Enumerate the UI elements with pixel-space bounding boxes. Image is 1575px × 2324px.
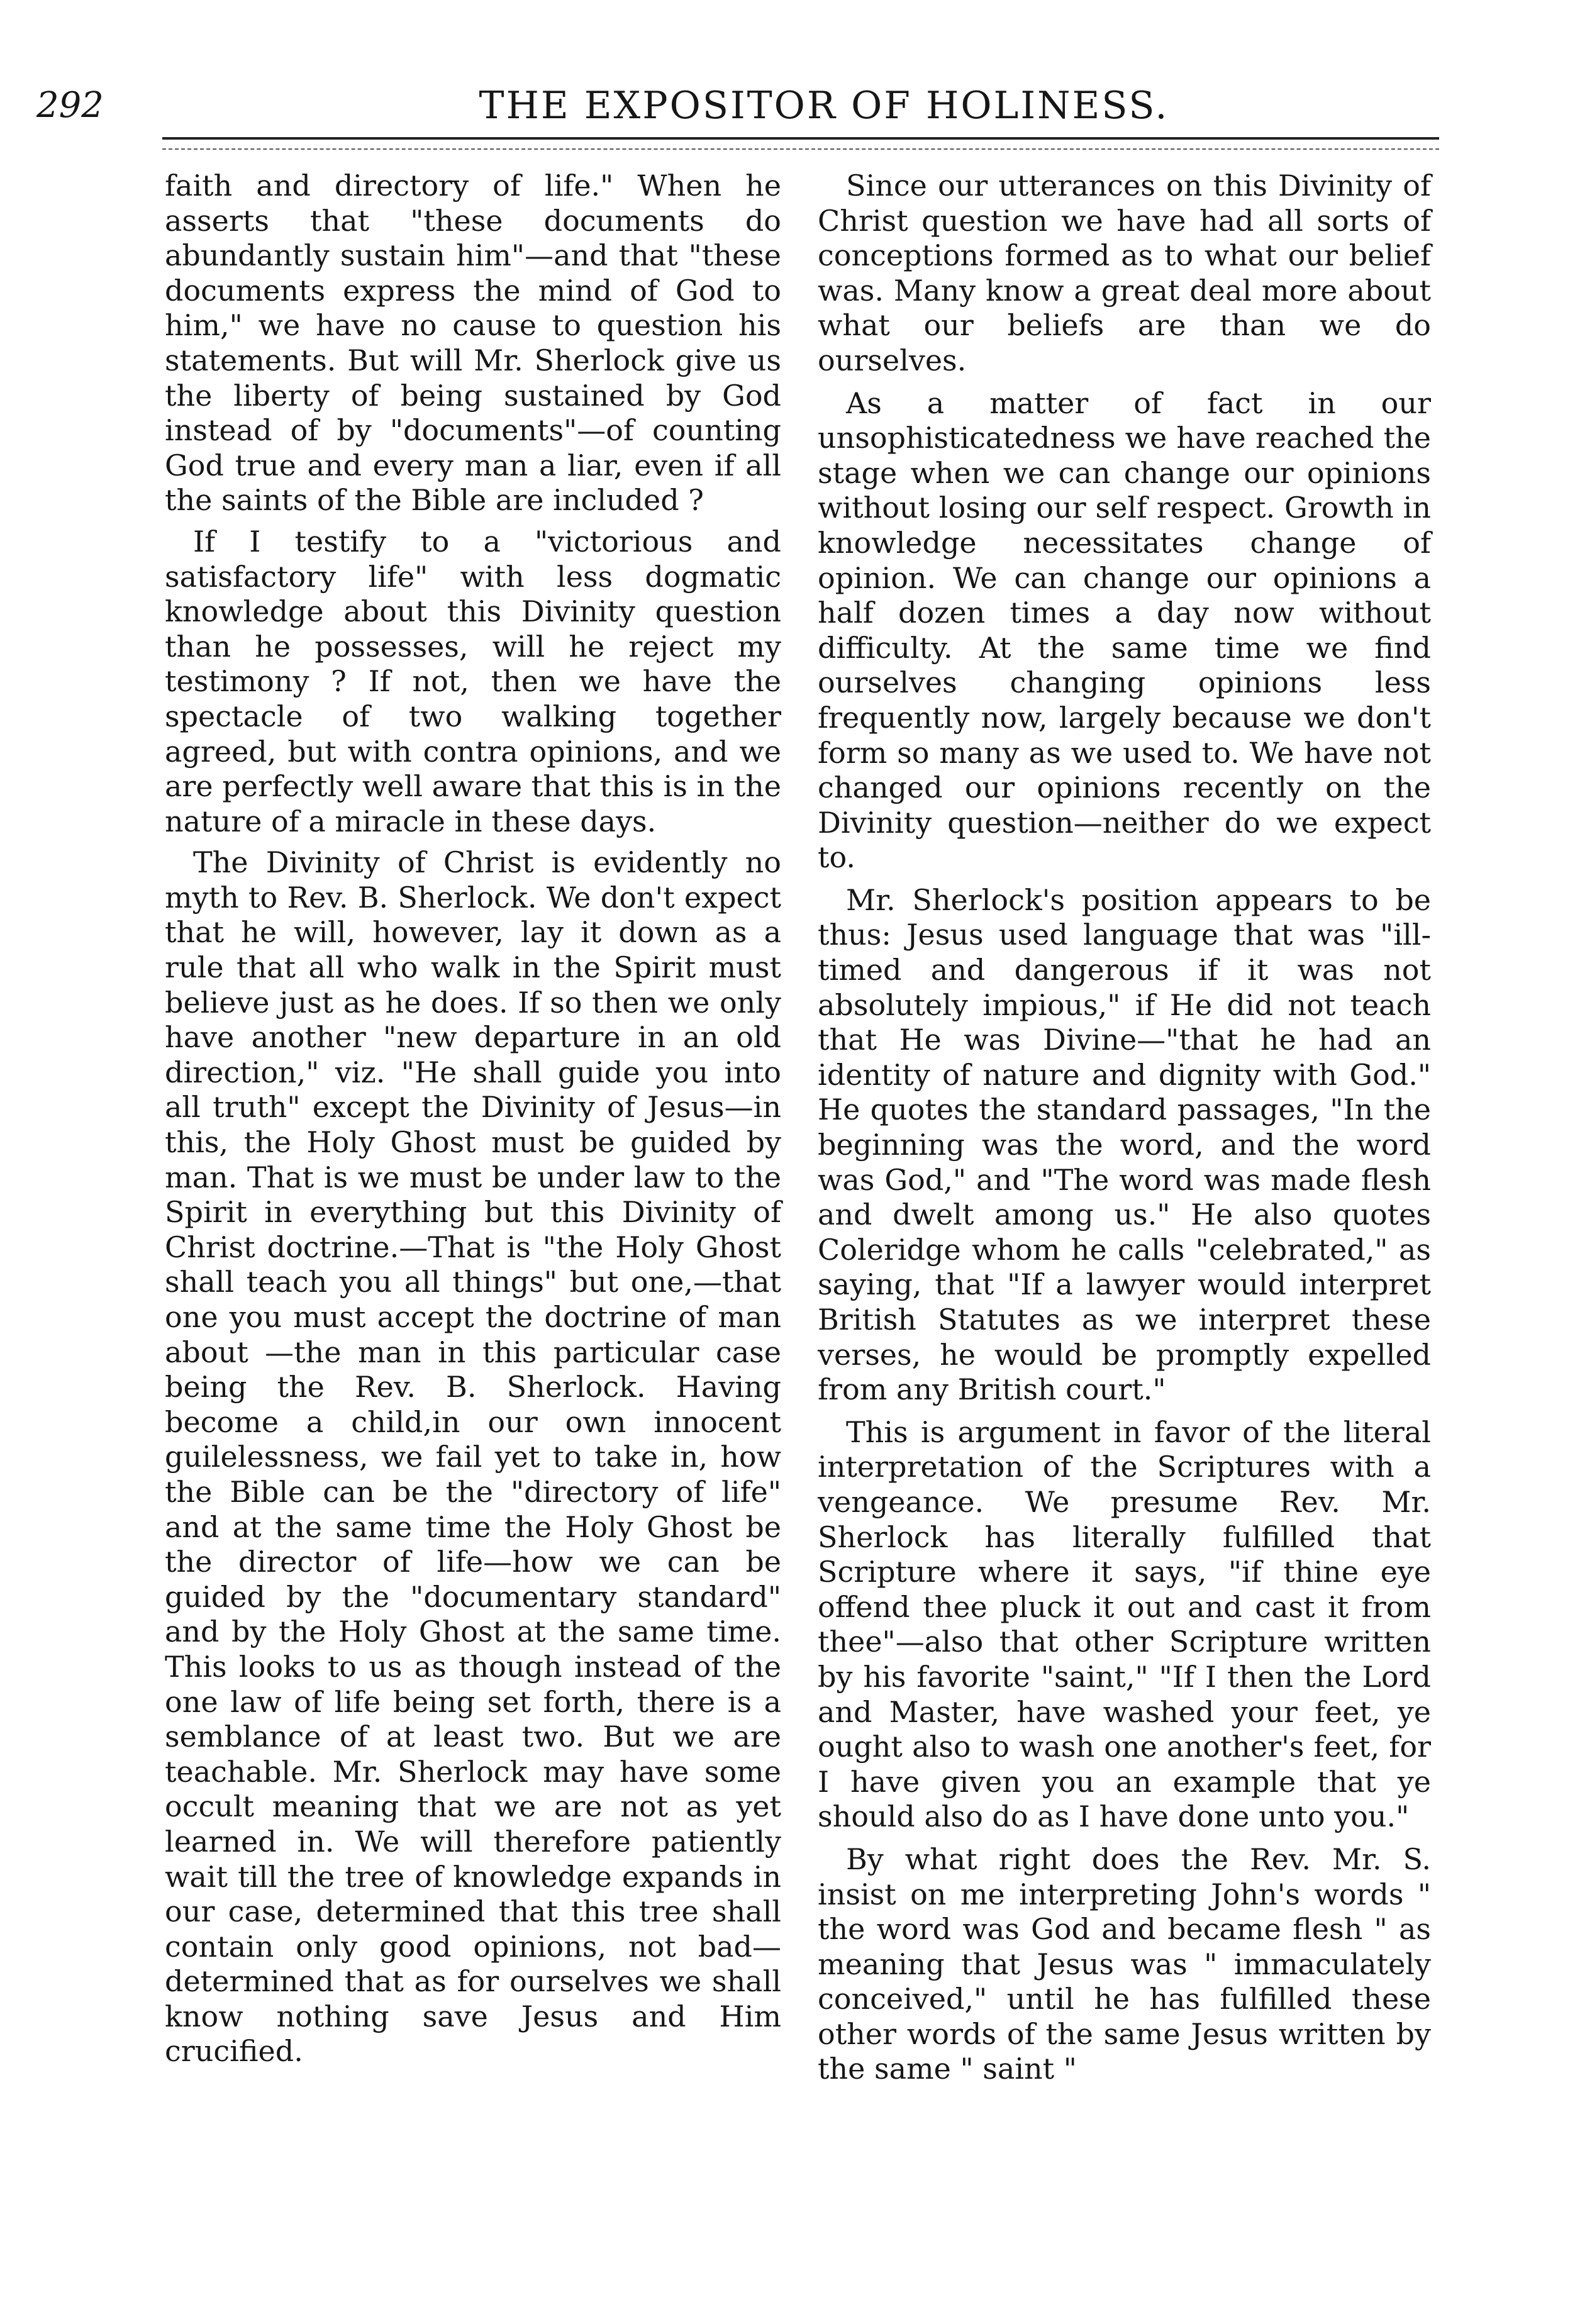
header-rule-dashed <box>162 148 1439 150</box>
right-column <box>818 169 1431 2094</box>
paragraph: This is argument in favor of the literal interpretation of the Scriptures with a vengeance. We presume Rev. Mr. Sherlock has literally fulfilled that Scripture where it says, "if thine eye offend thee pluck it out and cast it from thee"—also that other Scripture written by his favorite "saint," "If I then the Lord and Master, have washed your feet, ye ought also to wash one another's feet, for I have given you an example that ye should also do as I have done unto you." <box>818 1415 1431 1834</box>
paragraph: If I testify to a "victorious and satisfactory life" with less dogmatic knowledge about this Divinity question than he possesses, will he reject my testimony ? If not, then we have the spectacle of two walking together agreed, but with contra opinions, and we are perfectly well aware that this is in the nature of a miracle in these days. <box>165 524 781 838</box>
header-rule <box>162 137 1439 140</box>
paragraph: By what right does the Rev. Mr. S. insist on me interpreting John's words " the word was God and became flesh " as meaning that Jesus was " immaculately conceived," until he has fulfilled these other words of the same Jesus written by the same " saint " <box>818 1842 1431 2086</box>
page-number: 292 <box>36 85 104 126</box>
page-header <box>0 0 1575 151</box>
running-title: THE EXPOSITOR OF HOLINESS. <box>479 84 1169 128</box>
paragraph: As a matter of fact in our unsophisticatedness we have reached the stage when we can change our opinions without losing our self respect. Growth in knowledge necessitates change of opinion. We can change our opinions a half dozen times a day now without difficulty. At the same time we find ourselves changing opinions less frequently now, largely because we don't form so many as we used to. We have not changed our opinions recently on the Divinity question—neither do we expect to. <box>818 386 1431 875</box>
paragraph: faith and directory of life." When he asserts that "these documents do abundantly sustain him"—and that "these documents express the mind of God to him," we have no cause to question his statements. But will Mr. Sherlock give us the liberty of being sustained by God instead of by "documents"—of counting God true and every man a liar, even if all the saints of the Bible are included ? <box>165 169 781 518</box>
paragraph: The Divinity of Christ is evidently no myth to Rev. B. Sherlock. We don't expect that he will, however, lay it down as a rule that all who walk in the Spirit must believe just as he does. If so then we only have another "new departure in an old direction," viz. "He shall guide you into all truth" except the Divinity of Jesus—in this, the Holy Ghost must be guided by man. That is we must be under law to the Spirit in everything but this Divinity of Christ doctrine.—That is "the Holy Ghost shall teach you all things" but one,—that one you must accept the doctrine of man about —the man in this particular case being the Rev. B. Sherlock. Having become a child,in our own innocent guilelessness, we fail yet to take in, how the Bible can be the "directory of life" and at the same time the Holy Ghost be the director of life—how we can be guided by the "documentary standard" and by the Holy Ghost at the same time. This looks to us as though instead of the one law of life being set forth, there is a semblance of at least two. But we are teachable. Mr. Sherlock may have some occult meaning that we are not as yet learned in. We will therefore patiently wait till the tree of knowledge expands in our case, determined that this tree shall contain only good opinions, not bad—determined that as for ourselves we shall know nothing save Jesus and Him crucified. <box>165 845 781 2069</box>
paragraph: Since our utterances on this Divinity of Christ question we have had all sorts of conceptions formed as to what our belief was. Many know a great deal more about what our beliefs are than we do ourselves. <box>818 169 1431 377</box>
left-column <box>165 169 781 2076</box>
paragraph: Mr. Sherlock's position appears to be thus: Jesus used language that was "ill-timed and dangerous if it was not absolutely impious," if He did not teach that He was Divine—"that he had an identity of nature and dignity with God." He quotes the standard passages, "In the beginning was the word, and the word was God," and "The word was made flesh and dwelt among us." He also quotes Coleridge whom he calls "celebrated," as saying, that "If a lawyer would interpret British Statutes as we interpret these verses, he would be promptly expelled from any British court." <box>818 882 1431 1407</box>
